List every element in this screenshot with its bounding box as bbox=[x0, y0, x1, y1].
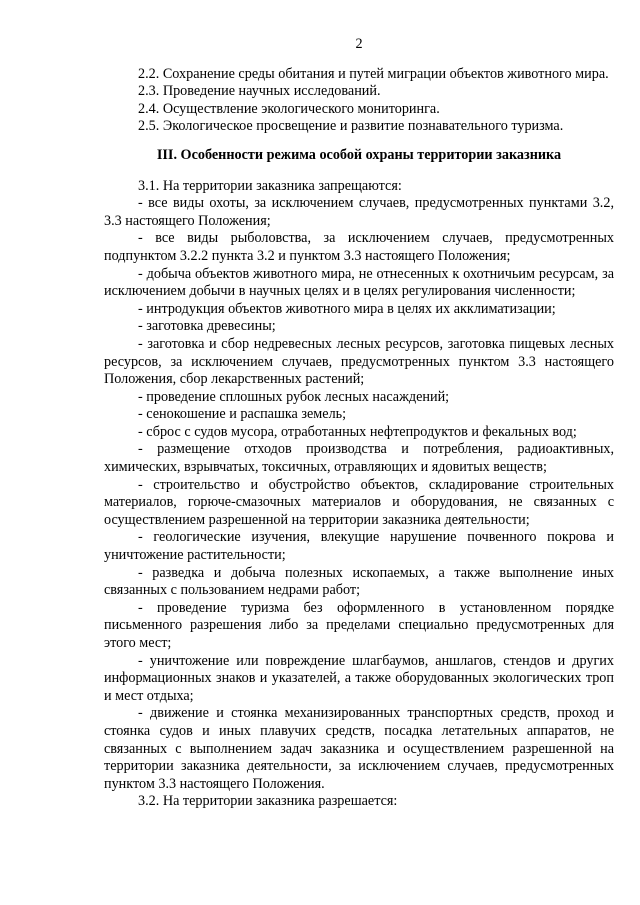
prohibited-item: - проведение сплошных рубок лесных насаждений; bbox=[138, 388, 450, 405]
prohibited-item: - движение и стоянка механизированных транспортных средств, проход и стоянка судов и иных плавучих средств, посадка летательных аппаратов, не связанных с выполнением задач заказника и осуществлением разрешенной на территории заказника деятельности, за исключением случаев, предусмотренных пунктом 3.3 настоящего Положения. bbox=[104, 705, 614, 792]
prohibited-item: - заготовка и сбор недревесных лесных ресурсов, заготовка пищевых лесных ресурсов, за исключением случаев, предусмотренных пунктом 3.3 настоящего Положения, сбор лекарственных растений; bbox=[104, 335, 614, 388]
prohibited-item: - проведение туризма без оформленного в установленном порядке письменного разрешения либо за пределами специально предусмотренных для этого мест; bbox=[104, 599, 614, 651]
prohibited-item: - размещение отходов производства и потребления, радиоактивных, химических, взрывчатых, токсичных, отравляющих и ядовитых веществ; bbox=[104, 441, 614, 476]
prohibited-item: - уничтожение или повреждение шлагбаумов, аншлагов, стендов и других информационных знаков и указателей, а также оборудованных экологических троп и мест отдыха; bbox=[104, 652, 614, 704]
page-number: 2 bbox=[355, 36, 363, 52]
prohibited-item: - сброс с судов мусора, отработанных нефтепродуктов и фекальных вод; bbox=[138, 423, 577, 440]
allowed-intro: 3.2. На территории заказника разрешается: bbox=[138, 793, 398, 810]
prohibited-item: - добыча объектов животного мира, не отнесенных к охотничьим ресурсам, за исключением добычи в научных целях и в целях регулирования численности; bbox=[104, 265, 614, 300]
goal-item: 2.3. Проведение научных исследований. bbox=[138, 83, 381, 100]
prohibited-item: - сенокошение и распашка земель; bbox=[138, 406, 347, 423]
prohibited-item: - геологические изучения, влекущие нарушение почвенного покрова и уничтожение растительности; bbox=[104, 529, 614, 564]
prohibited-item: - все виды рыболовства, за исключением случаев, предусмотренных подпунктом 3.2.2 пункта 3.2 и пунктом 3.3 настоящего Положения; bbox=[104, 230, 614, 264]
goal-item: 2.2. Сохранение среды обитания и путей миграции объектов животного мира. bbox=[138, 65, 609, 82]
goal-item: 2.5. Экологическое просвещение и развитие познавательного туризма. bbox=[138, 118, 564, 135]
prohibited-item: - все виды охоты, за исключением случаев, предусмотренных пунктами 3.2, 3.3 настоящего Положения; bbox=[104, 195, 614, 229]
prohibited-item: - заготовка древесины; bbox=[138, 318, 276, 335]
section-title: III. Особенности режима особой охраны территории заказника bbox=[156, 146, 562, 163]
prohibited-item: - строительство и обустройство объектов, складирование строительных материалов, горюче-смазочных материалов и оборудования, не связанных с осуществлением разрешенной на территории заказника деятельности; bbox=[104, 476, 614, 528]
goal-item: 2.4. Осуществление экологического мониторинга. bbox=[138, 100, 440, 117]
prohibited-intro: 3.1. На территории заказника запрещаются: bbox=[138, 177, 402, 194]
prohibited-item: - интродукция объектов животного мира в целях их акклиматизации; bbox=[138, 300, 556, 317]
prohibited-item: - разведка и добыча полезных ископаемых, а также выполнение иных связанных с пользованием недрами работ; bbox=[104, 564, 614, 599]
